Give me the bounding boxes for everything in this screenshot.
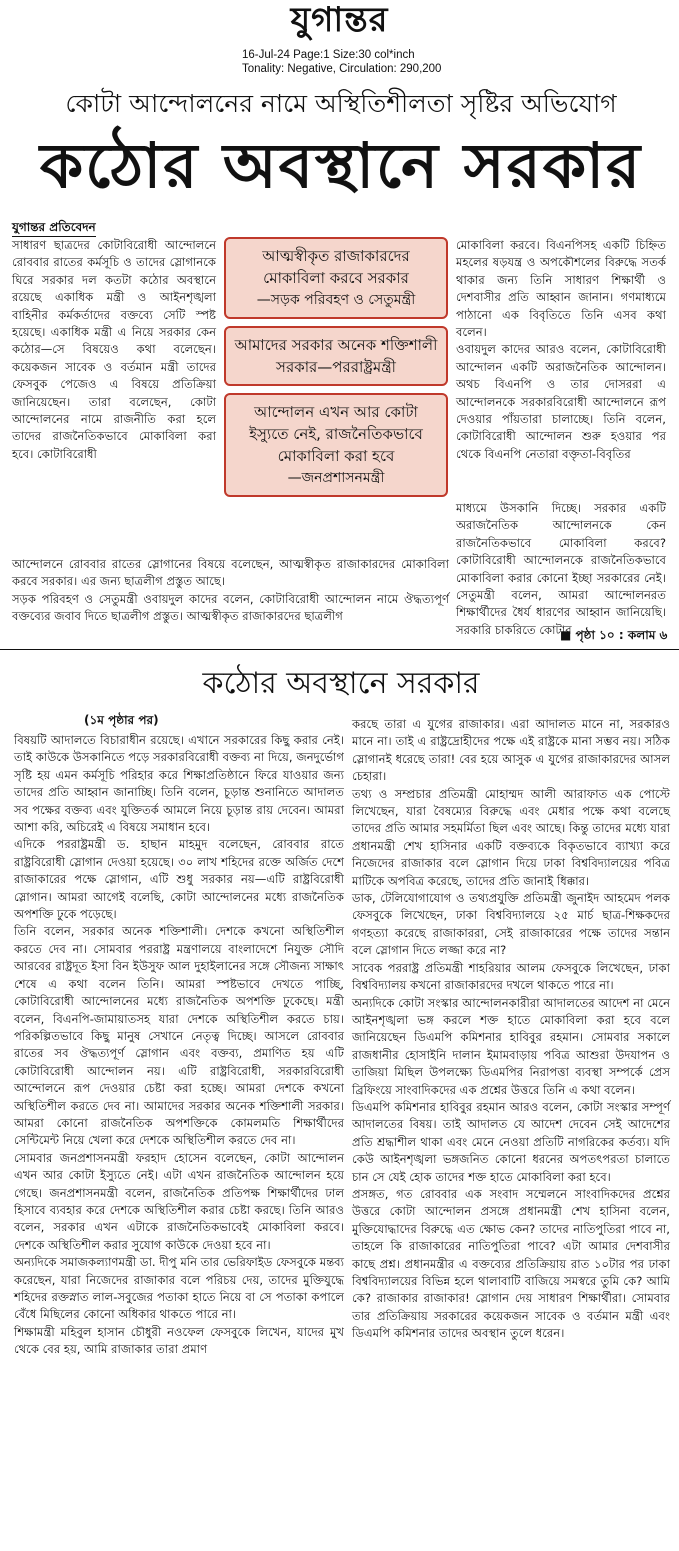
section-divider: [0, 649, 679, 650]
article-left-text: সাধারণ ছাত্রদের কোটাবিরোধী আন্দোলনে রোববার রাতের কর্মসূচি ও তাদের স্লোগানকে ঘিরে সরকার দল কতটা কঠোর অবস্থানে রয়েছে একাধিক মন্ত্রী ও আইনশৃঙ্খলা বাহিনীর কর্মকর্তাদের বক্তব্যে সেটি স্পষ্ট হয়েছে। একাধিক মন্ত্রী এ নিয়ে সরকার কেন কঠোর—সে বিষয়েও কথা বলেছেন। কয়েকজন সাবেক ও বর্তমান মন্ত্রী তাদের ফেসবুক পেজেও এ বিষয়ে প্রতিক্রিয়া জানিয়েছেন। তারা বলেছেন, কোটা আন্দোলনের নামে রাজনীতি করা হলে তাদের রাজনৈতিকভাবে মোকাবিলা করা হবে। কোটাবিরোধী: [12, 238, 216, 461]
continuation-title: কঠোর অবস্থানে সরকার: [202, 666, 480, 701]
article-full-width-text: আন্দোলনে রোববার রাতের স্লোগানের বিষয়ে বলেছেন, আত্মস্বীকৃত রাজাকারদের মোকাবিলা করবে সরকার। এর জন্য ছাত্রলীগ প্রস্তুত আছে। সড়ক পরিবহণ ও সেতুমন্ত্রী ওবায়দুল কাদের বলেন, কোটাবিরোধী আন্দোলন নামে ঔদ্ধত্যপূর্ণ বক্তব্যের জবাব দিতে ছাত্রলীগ প্রস্তুত। আত্মস্বীকৃত রাজাকারদের ছাত্রলীগ: [12, 557, 449, 624]
pull-quote: [224, 237, 448, 319]
article-right-text: মোকাবিলা করবে। বিএনপিসহ একটি চিহ্নিত মহলের ষড়যন্ত্র ও অপকৌশলের বিরুদ্ধে সতর্ক থাকার জন্য তিনি সাধারণ শিক্ষার্থী ও দেশবাসীর প্রতি আহ্বান জানান। গণমাধ্যমে পাঠানো এক বিবৃতিতে তিনি এসব কথা বলেন। ওবায়দুল কাদের আরও বলেন, কোটাবিরোধী আন্দোলন একটি অরাজনৈতিক আন্দোলন। অথচ বিএনপি ও তার দোসররা এ আন্দোলনকে সরকারবিরোধী আন্দোলনে রূপ দেওয়ার পাঁয়তারা চালাচ্ছে। তিনি বলেন, কোটাবিরোধী আন্দোলন শুরু হওয়ার পর থেকে বিএনপি নেতারা বক্তৃতা-বিবৃতির: [456, 238, 666, 461]
article-kicker: কোটা আন্দোলনের নামে অস্থিতিশীলতা সৃষ্টির অভিযোগ: [65, 89, 617, 118]
pull-quote-source: —সড়ক পরিবহণ ও সেতুমন্ত্রী: [256, 292, 416, 308]
pull-quote-text: আন্দোলন এখন আর কোটা ইস্যুতে নেই, রাজনৈতিকভাবে মোকাবিলা করা হবে: [249, 403, 423, 465]
masthead-logo: যুগান্তর: [290, 0, 389, 40]
article-left-column: [12, 237, 216, 555]
article-right-full-text: মাধ্যমে উসকানি দিচ্ছে। সরকার একটি অরাজনৈতিক আন্দোলনকে কেন রাজনৈতিকভাবে মোকাবিলা করবে? কোটাবিরোধী আন্দোলনকে রাজনৈতিকভাবে মোকাবিলা করার কোনো ইচ্ছা সরকারের নেই। সেতুমন্ত্রী বলেন, আমরা আন্দোলনরত শিক্ষার্থীদের ধৈর্য ধারণের আহ্বান জানিয়েছি। সরকারি চাকরিতে কোটার: [456, 501, 666, 637]
continuation-right-text: করছে তারা এ যুগের রাজাকার। এরা আদালত মানে না, সরকারও মানে না। তাই এ রাষ্ট্রদ্রোহীদের পক্ষে এই রাষ্ট্রকে মানা সম্ভব নয়। সঠিক স্লোগানই ধরেছে তারা! বের হয়ে আসুক এ যুগের রাজাকারদের আসল চেহারা। তথ্য ও সম্প্রচার প্রতিমন্ত্রী মোহাম্মদ আলী আরাফাত এক পোস্টে লিখেছেন, যারা বৈষম্যের বিরুদ্ধে এবং মেধার পক্ষে কথা বলেছে তাদের প্রতি আমার সহমর্মিতা ছিল এবং আছে। কিন্তু তাদের মধ্যে যারা প্রধানমন্ত্রী শেখ হাসিনার একটি বক্তব্যকে বিকৃতভাবে ব্যাখ্যা করে নিজেদের রাজাকার বলে স্লোগান দিয়ে ঢাকা বিশ্ববিদ্যালয়ের পবিত্র মাটিকে অপবিত্র করেছে, তাদের প্রতি জানাই ধিক্কার। ডাক, টেলিযোগাযোগ ও তথ্যপ্রযুক্তি প্রতিমন্ত্রী জুনাইদ আহমেদ পলক ফেসবুকে লিখেছেন, ঢাকা বিশ্ববিদ্যালয়ে ২৫ মার্চ ছাত্র-শিক্ষকদের গণহত্যা করেছে রাজাকাররা, সেই রাজাকারের পক্ষে তাদের সন্তান বলে স্লোগান দিতে লজ্জা করে না? সাবেক পররাষ্ট্র প্রতিমন্ত্রী শাহরিয়ার আলম ফেসবুকে লিখেছেন, ঢাকা বিশ্ববিদ্যালয় কখনো রাজাকারদের দখলে থাকতে পারে না। অন্যদিকে কোটা সংস্কার আন্দোলনকারীরা আদালতের আদেশ না মেনে আইনশৃঙ্খলা ভঙ্গ করলে শক্ত হাতে মোকাবিলা করা হবে বলে জানিয়েছেন ডিএমপি কমিশনার হাবিবুর রহমান। সোমবার সকালে রাজধানীর হোসাইনি দালান ইমামবাড়ায় পবিত্র আশুরা উদযাপন ও তাজিয়া মিছিল উপলক্ষ্যে ডিএমপির নিরাপত্তা ব্যবস্থা সম্পর্কে প্রেস ব্রিফিংয়ে সাংবাদিকদের এক প্রশ্নের উত্তরে তিনি এ কথা বলেন। ডিএমপি কমিশনার হাবিবুর রহমান আরও বলেন, কোটা সংস্কার সম্পূর্ণ আদালতের বিষয়। তাই আদালত যে আদেশ দেবেন সেই আদেশের প্রতি শ্রদ্ধাশীল থাকা এবং মেনে নেওয়া প্রতিটি নাগরিকের কর্তব্য। যদি কেউ আইনশৃঙ্খলা ভঙ্গজনিত কোনো ধরনের অপতৎপরতা চালাতে চান সে যেই হোক তাদের শক্ত হাতে মোকাবিলা করা হবে। প্রসঙ্গত, গত রোববার এক সংবাদ সম্মেলনে সাংবাদিকদের প্রশ্নের উত্তরে কোটা আন্দোলন প্রসঙ্গে প্রধানমন্ত্রী শেখ হাসিনা বলেন, মুক্তিযোদ্ধাদের বিরুদ্ধে এত ক্ষোভ কেন? তাদের নাতিপুতিরা পাবে না, তাহলে কি রাজাকারের নাতিপুতিরা পাবে? এটা আমার দেশবাসীর কাছে প্রশ্ন। প্রধানমন্ত্রীর এ বক্তব্যের প্রতিক্রিয়ায় রাত ১০টার পর ঢাকা বিশ্ববিদ্যালয়ের বিভিন্ন হলে থালাবাটি বাজিয়ে সমস্বরে তুমি কে? আমি কে? রাজাকার রাজাকার! স্লোগান দেয় সাধারণ শিক্ষার্থীরা। সোমবার তার প্রতিক্রিয়ায় সরকারের কয়েকজন সাবেক ও বর্তমান মন্ত্রী এবং ডিএমপি কমিশনার তাদের অবস্থান তুলে ধরেন।: [352, 717, 670, 1341]
continuation-left-column: [14, 732, 344, 1542]
page-jump-reference: ■ পৃষ্ঠা ১০ : কলাম ৬: [560, 628, 668, 642]
continuation-right-column: [352, 716, 670, 1542]
pull-quote-source: —জনপ্রশাসনমন্ত্রী: [287, 470, 385, 486]
continuation-subtitle: (১ম পৃষ্ঠার পর): [84, 713, 159, 727]
pull-quotes: [224, 237, 448, 504]
clipping-meta-date: 16-Jul-24 Page:1 Size:30 col*inch: [242, 49, 415, 61]
pull-quote-text: আমাদের সরকার অনেক শক্তিশালী সরকার—পররাষ্ট্রমন্ত্রী: [234, 336, 438, 376]
article-left-bottom: [12, 556, 449, 644]
article-right-column: [456, 237, 666, 499]
pull-quote: [224, 393, 448, 497]
clipping-meta-tonality: Tonality: Negative, Circulation: 290,200: [242, 63, 442, 75]
article-headline: কঠোর অবস্থানে সরকার: [39, 129, 643, 202]
continuation-left-text: বিষয়টি আদালতে বিচারাধীন রয়েছে। এখানে সরকারের কিছু করার নেই। তাই কাউকে উসকানিতে পড়ে সরকারবিরোধী বক্তব্য না দিয়ে, জনদুর্ভোগ সৃষ্টি হয় এমন কর্মসূচি পরিহার করে শিক্ষাপ্রতিষ্ঠানে ফিরে যাওয়ার জন্য তাদের প্রতি আহ্বান জানাচ্ছি। তিনি বলেন, চূড়ান্ত শুনানিতে আদালত সব পক্ষের বক্তব্য এবং যুক্তিতর্ক আমলে নিয়ে চূড়ান্ত রায় দেবেন। আমরা আশা করি, অচিরেই এ বিষয়ে সমাধান হবে। এদিকে পররাষ্ট্রমন্ত্রী ড. হাছান মাহমুদ বলেছেন, রোববার রাতে রাষ্ট্রবিরোধী স্লোগান দেওয়া হয়েছে। ৩০ লাখ শহিদের রক্তে অর্জিত দেশে রাজাকারের পক্ষে স্লোগান, এটি শুধু সরকার নয়—এটি রাষ্ট্রবিরোধী স্লোগান। আমরা আগেই বলেছি, কোটা আন্দোলনের মধ্যে রাজনৈতিক অপশক্তি ঢুকে পড়েছে। তিনি বলেন, সরকার অনেক শক্তিশালী। দেশকে কখনো অস্থিতিশীল করতে দেব না। সোমবার পররাষ্ট্র মন্ত্রণালয়ে বাংলাদেশে নিযুক্ত সৌদি আরবের রাষ্ট্রদূত ইসা বিন ইউসুফ আল দুহাইলানের সঙ্গে সৌজন্য সাক্ষাৎ শেষে এ কথা বলেন তিনি। আমরা স্পষ্টভাবে দেখতে পাচ্ছি, কোটাবিরোধী আন্দোলনের মধ্যে রাজনৈতিক অপশক্তি ঢুকেছে। মন্ত্রী বলেন, বিএনপি-জামায়াতসহ যারা দেশকে অস্থিতিশীল করতে চায়। পরিকল্পিতভাবে কিছু মানুষ সেখানে নেতৃত্ব দিচ্ছে। আসলে রোববার রাতের সব ঔদ্ধত্যপূর্ণ স্লোগান এবং বক্তব্য, প্রমাণিত হয় এটি কোটাবিরোধী আন্দোলন নয়। এটি রাষ্ট্রবিরোধী, সরকারবিরোধী আন্দোলনে রূপ দেওয়ার চেষ্টা করা হচ্ছে। আমরা দেশকে কখনো অস্থিতিশীল করতে দেব না। আমাদের সরকার অনেক শক্তিশালী সরকার। আমরা কোনো রাজনৈতিক অপশক্তিকে কোমলমতি শিক্ষার্থীদের সেন্টিমেন্ট নিয়ে খেলা করে দেশকে অস্থিতিশীল করতে দেব না। সোমবার জনপ্রশাসনমন্ত্রী ফরহাদ হোসেন বলেছেন, কোটা আন্দোলন এখন আর কোটা ইস্যুতে নেই। এটা এখন রাজনৈতিক আন্দোলন হয়ে গেছে। জনপ্রশাসনমন্ত্রী বলেন, রাজনৈতিক প্রতিপক্ষ শিক্ষার্থীদের ঢাল হিসাবে ব্যবহার করে দেশকে অস্থিতিশীল করার চেষ্টা করছে। তিনি আরও বলেন, সরকার এখন এটাকে রাজনৈতিকভাবেই মোকাবিলা করবে। দেশকে অস্থিতিশীল করার সুযোগ কাউকে দেওয়া হবে না। অন্যদিকে সমাজকল্যাণমন্ত্রী ডা. দীপু মনি তার ভেরিফাইড ফেসবুকে মন্তব্য করেছেন, যারা নিজেদের রাজাকার বলে পরিচয় দেয়, তাদের মুক্তিযুদ্ধে শহিদের রক্তস্নাত লাল-সবুজের পতাকা হাতে নিয়ে বা সে পতাকা কপালে বেঁধে মিছিলের কোনো অধিকার থাকতে পারে না। শিক্ষামন্ত্রী মহিবুল হাসান চৌধুরী নওফেল ফেসবুকে লিখেন, যাদের মুখ থেকে বের হয়, আমি রাজাকার তারা প্রমাণ: [14, 733, 344, 1357]
article-byline: যুগান্তর প্রতিবেদন: [12, 218, 96, 237]
pull-quote-text: আত্মস্বীকৃত রাজাকারদের মোকাবিলা করবে সরকার: [262, 247, 410, 287]
pull-quote: [224, 326, 448, 386]
